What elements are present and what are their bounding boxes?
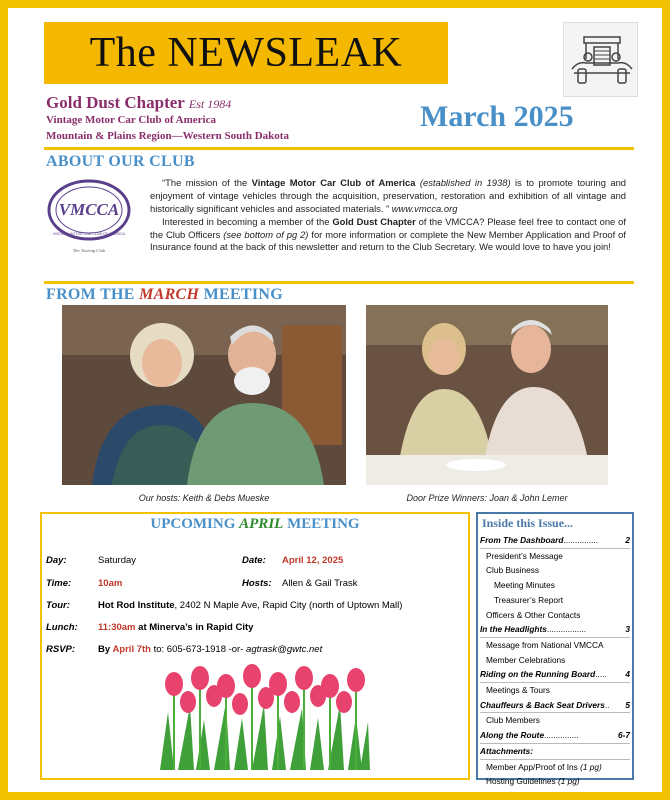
hosts-photo — [62, 305, 346, 485]
about-heading: ABOUT OUR CLUB — [46, 153, 195, 170]
time-label: Time: — [46, 578, 72, 589]
masthead-banner — [44, 22, 448, 84]
divider — [44, 281, 634, 284]
inside-issue-title: Inside this Issue... — [482, 516, 574, 530]
date-value: April 12, 2025 — [282, 555, 344, 566]
toc-entry: Meetings & Tours — [486, 685, 550, 696]
divider — [44, 147, 634, 150]
time-value: 10am — [98, 578, 123, 589]
toc-entry: Officers & Other Contacts — [486, 609, 581, 620]
join-paragraph: Interested in becoming a member of the Gold Dust Chapter of the VMCCA? Please feel free to contact one of the Club Officers (see bottom of pg 2) for more information or complete the New Member Application and Proof of Insurance found at the back of this newsletter and return to the Club Secretary. We would love to have you join! — [150, 215, 626, 253]
day-value: Saturday — [98, 555, 137, 566]
toc-entry: Member Celebrations — [486, 654, 566, 665]
svg-text:VINTAGE MOTOR CAR CLUB OF AMER: VINTAGE MOTOR CAR CLUB OF AMERICA — [52, 232, 126, 236]
toc-entry: Member App/Proof of Ins (1 pg) — [486, 761, 602, 772]
march-meeting-heading: FROM THE MARCH MEETING — [46, 286, 284, 303]
day-label: Day: — [46, 555, 67, 566]
photo-caption: Our hosts: Keith & Debs Mueske — [138, 493, 270, 503]
chapter-name: Gold Dust Chapter Est 1984 — [46, 93, 232, 112]
hosts-value: Allen & Gail Trask — [282, 578, 358, 589]
lunch-label: Lunch: — [46, 622, 78, 633]
issue-date: March 2025 — [420, 100, 574, 133]
toc-entry: Meeting Minutes — [494, 580, 555, 591]
hosts-label: Hosts: — [242, 578, 272, 589]
toc-entry: Riding on the Running Board ..... 4 — [480, 667, 630, 683]
rsvp-value: By April 7th to: 605-673-1918 -or- agtrask@gwtc.net — [98, 644, 323, 655]
toc-entry: Chauffeurs & Back Seat Drivers .. 5 — [480, 698, 630, 714]
about-text — [150, 177, 626, 254]
toc-entry: Hosting Guidelines (1 pg) — [486, 776, 580, 787]
svg-text:The Touring Club: The Touring Club — [72, 248, 106, 253]
toc-entry: In the Headlights ................. 3 — [480, 622, 630, 638]
toc-entry: Along the Route ............... 6-7 — [480, 728, 630, 744]
vmcca-logo — [46, 178, 132, 260]
toc-entry: Club Business — [486, 565, 540, 576]
mission-paragraph: “The mission of the Vintage Motor Car Club of America (established in 1938) is to promote touring and enjoyment of vintage vehicles through the acquisition, preservation, restoration and exhibition of all vintage and historically significant vehicles and associated materials. ” www.vmcca.org — [150, 177, 627, 214]
toc-list — [480, 533, 630, 789]
prize-winners-photo — [366, 305, 608, 485]
toc-entry: Attachments: — [480, 744, 630, 760]
date-label: Date: — [242, 555, 266, 566]
club-name: Vintage Motor Car Club of America — [46, 114, 216, 126]
toc-entry: Club Members — [486, 715, 540, 726]
tour-label: Tour: — [46, 600, 70, 611]
upcoming-meeting-heading: UPCOMING APRIL MEETING — [150, 516, 360, 532]
toc-entry: Message from National VMCCA — [486, 639, 604, 650]
toc-entry: From The Dashboard ............... 2 — [480, 533, 630, 549]
region-name: Mountain & Plains Region—Western South Dakota — [46, 130, 289, 142]
photo-caption: Door Prize Winners: Joan & John Lemer — [406, 493, 568, 503]
rsvp-label: RSVP: — [46, 644, 76, 655]
tour-value: Hot Rod Institute, 2402 N Maple Ave, Rapid City (north of Uptown Mall) — [98, 600, 403, 611]
antique-car-logo — [563, 22, 638, 97]
toc-entry: President’s Message — [486, 550, 563, 561]
toc-entry: Treasurer’s Report — [494, 594, 564, 605]
lunch-value: 11:30am at Minerva’s in Rapid City — [98, 622, 254, 633]
tulips-image — [160, 662, 370, 770]
newsletter-title: The NEWSLEAK — [89, 30, 403, 76]
svg-text:VMCCA: VMCCA — [58, 200, 120, 219]
